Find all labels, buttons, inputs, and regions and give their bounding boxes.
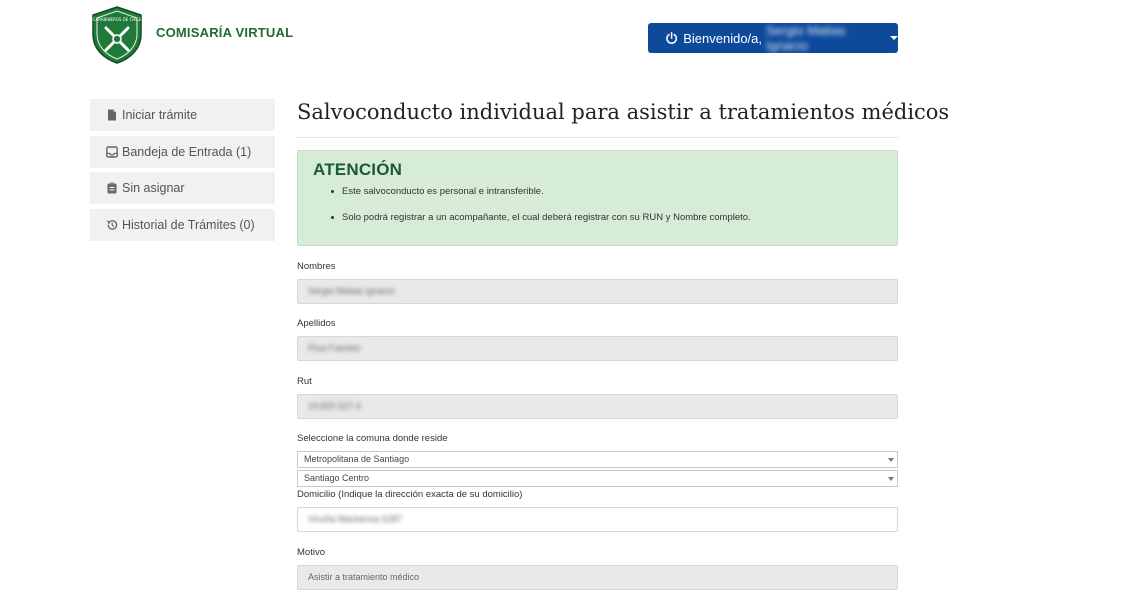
sidebar-nav — [90, 99, 275, 245]
motivo-field[interactable] — [297, 565, 898, 590]
chevron-down-icon — [888, 458, 894, 462]
brand-title[interactable]: COMISARÍA VIRTUAL — [156, 25, 294, 40]
motivo-value: Asistir a tratamiento médico — [308, 572, 420, 582]
chevron-down-icon — [888, 477, 894, 481]
inbox-icon — [106, 146, 118, 158]
apellidos-field[interactable] — [297, 336, 898, 361]
nombres-value: Sergio Matias Ignacio — [308, 286, 395, 296]
logo-text: CARABINEROS DE CHILE — [92, 17, 142, 22]
apellidos-value: Pica Fuentes — [308, 343, 361, 353]
clipboard-icon — [106, 182, 118, 194]
user-menu-button[interactable] — [648, 23, 898, 53]
alert-heading: ATENCIÓN — [313, 160, 403, 179]
comuna-selected: Santiago Centro — [304, 473, 370, 483]
domicilio-field[interactable] — [297, 507, 898, 532]
user-greeting: Bienvenido/a, — [683, 30, 762, 46]
sidebar-item-label: Historial de Trámites (0) — [122, 217, 255, 232]
sidebar-item-iniciar-tramite[interactable] — [90, 99, 275, 131]
history-icon — [106, 219, 118, 231]
user-name: Sergio Matias Ignacio — [766, 23, 846, 53]
alert-list — [328, 187, 751, 239]
sidebar-item-bandeja-entrada[interactable] — [90, 136, 275, 168]
carabineros-logo[interactable] — [91, 6, 143, 64]
page-title: Salvoconducto individual para asistir a tratamientos médicos — [297, 100, 950, 124]
comuna-select[interactable] — [297, 470, 898, 487]
domicilio-label: Domicilio (Indique la dirección exacta de su domicilio) — [297, 489, 523, 500]
domicilio-value: Vicuña Mackenna 5287 — [308, 514, 402, 524]
power-icon — [665, 31, 678, 45]
rut-field[interactable] — [297, 394, 898, 419]
file-icon — [106, 109, 118, 121]
caret-down-icon — [890, 36, 898, 40]
alert-bullet: Solo podrá registrar a un acompañante, el cual deberá registrar con su RUN y Nombre completo. — [328, 213, 751, 239]
sidebar-item-historial[interactable] — [90, 209, 275, 241]
rut-label: Rut — [297, 376, 312, 387]
rut-value: 19.820.527-4 — [308, 401, 362, 411]
attention-alert — [297, 150, 898, 246]
region-selected: Metropolitana de Santiago — [304, 454, 410, 464]
region-select[interactable] — [297, 451, 898, 468]
sidebar-item-label: Sin asignar — [122, 181, 185, 195]
nombres-field[interactable] — [297, 279, 898, 304]
alert-bullet: Este salvoconducto es personal e intransferible. — [328, 187, 751, 213]
apellidos-label: Apellidos — [297, 318, 336, 329]
motivo-label: Motivo — [297, 547, 325, 558]
comuna-label: Seleccione la comuna donde reside — [297, 433, 448, 444]
title-divider — [297, 137, 898, 138]
sidebar-item-label: Bandeja de Entrada (1) — [122, 144, 252, 159]
sidebar-item-sin-asignar[interactable] — [90, 172, 275, 204]
sidebar-item-label: Iniciar trámite — [122, 108, 198, 122]
nombres-label: Nombres — [297, 261, 336, 272]
